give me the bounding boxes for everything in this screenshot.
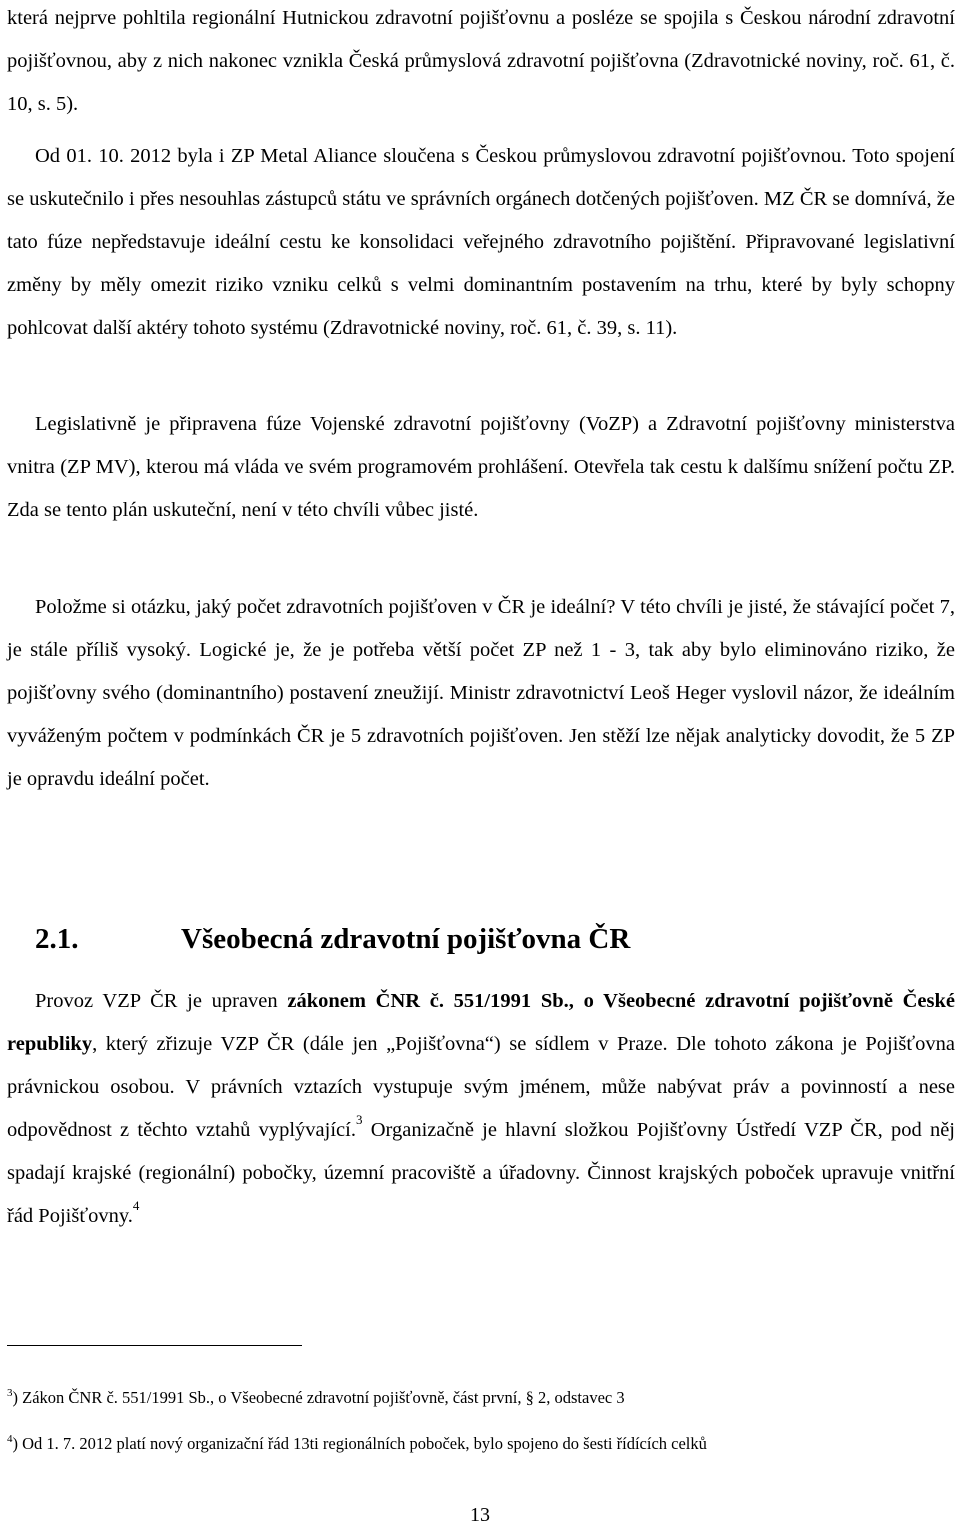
footnote-number: 4 [7, 1433, 13, 1445]
text-run: Provoz VZP ČR je upraven [35, 990, 288, 1012]
text-run: Organizačně je hlavní složkou Pojišťovny Ústředí VZP ČR, pod něj spadají krajské (regionální) pobočky, územní pracoviště a úřadovny. Činnost krajských poboček upravuje vnitřní řád Pojišťovny. [7, 1119, 955, 1227]
page-number: 13 [470, 1504, 490, 1526]
footnote-number: 3 [7, 1387, 13, 1399]
section-paragraph [7, 980, 955, 1238]
footnote-ref: 4 [132, 1198, 140, 1213]
footnote [7, 1387, 625, 1409]
paragraph: Položme si otázku, jaký počet zdravotních pojišťoven v ČR je ideální? V této chvíli je jisté, že stávající počet 7, je stále příliš vysoký. Logické je, že je potřeba větší počet ZP než 1 - 3, tak aby bylo eliminováno riziko, že pojišťovny svého (dominantního) postavení zneužijí. Ministr zdravotnictví Leoš Heger vyslovil názor, že ideálním vyváženým počtem v podmínkách ČR je 5 zdravotních pojišťoven. Jen stěží lze nějak analyticky dovodit, že 5 ZP je opravdu ideální počet. [7, 596, 955, 790]
law-reference: zákonem ČNR č. 551/1991 Sb. [287, 990, 569, 1012]
paragraph: která nejprve pohltila regionální Hutnickou zdravotní pojišťovnu a posléze se spojila s Českou národní zdravotní pojišťovnou, aby z nich nakonec vznikla Česká průmyslová zdravotní pojišťovna (Zdravotnické noviny, roč. 61, č. 10, s. 5). [7, 7, 955, 115]
section-heading [35, 921, 630, 957]
footnote-ref: 3 [355, 1112, 363, 1127]
paragraph: Od 01. 10. 2012 byla i ZP Metal Aliance sloučena s Českou průmyslovou zdravotní pojišťovnou. Toto spojení se uskutečnilo i přes nesouhlas zástupců státu ve správních orgánech dotčených pojišťoven. MZ ČR se domnívá, že tato fúze nepředstavuje ideální cestu ke konsolidaci veřejného zdravotního pojištění. Připravované legislativní změny by měly omezit riziko vzniku celků s velmi dominantním postavením na trhu, které by byly schopny pohlcovat další aktéry tohoto systému (Zdravotnické noviny, roč. 61, č. 39, s. 11). [7, 145, 955, 339]
footnote [7, 1433, 707, 1455]
law-title: , o Všeobecné zdravotní pojišťovně České republiky [7, 990, 955, 1055]
section-number: 2.1. [35, 923, 79, 955]
footnote-separator [7, 1345, 302, 1346]
text-run: , který zřizuje VZP ČR (dále jen „Pojišťovna“) se sídlem v Praze. Dle tohoto zákona je Pojišťovna právnickou osobou. V právních vztazích vystupuje svým jménem, může nabývat práv a povinností a nese odpovědnost z těchto vztahů vyplývající. [7, 1033, 955, 1141]
section-title: Všeobecná zdravotní pojišťovna ČR [181, 923, 631, 955]
paragraph: Legislativně je připravena fúze Vojenské zdravotní pojišťovny (VoZP) a Zdravotní pojišťovny ministerstva vnitra (ZP MV), kterou má vláda ve svém programovém prohlášení. Otevřela tak cestu k dalšímu snížení počtu ZP. Zda se tento plán uskuteční, není v této chvíli vůbec jisté. [7, 413, 955, 521]
footnote-text: ) Od 1. 7. 2012 platí nový organizační řád 13ti regionálních poboček, bylo spojeno do šesti řídících celků [12, 1434, 707, 1453]
footnote-text: ) Zákon ČNR č. 551/1991 Sb., o Všeobecné zdravotní pojišťovně, část první, § 2, odstavec 3 [12, 1388, 625, 1407]
